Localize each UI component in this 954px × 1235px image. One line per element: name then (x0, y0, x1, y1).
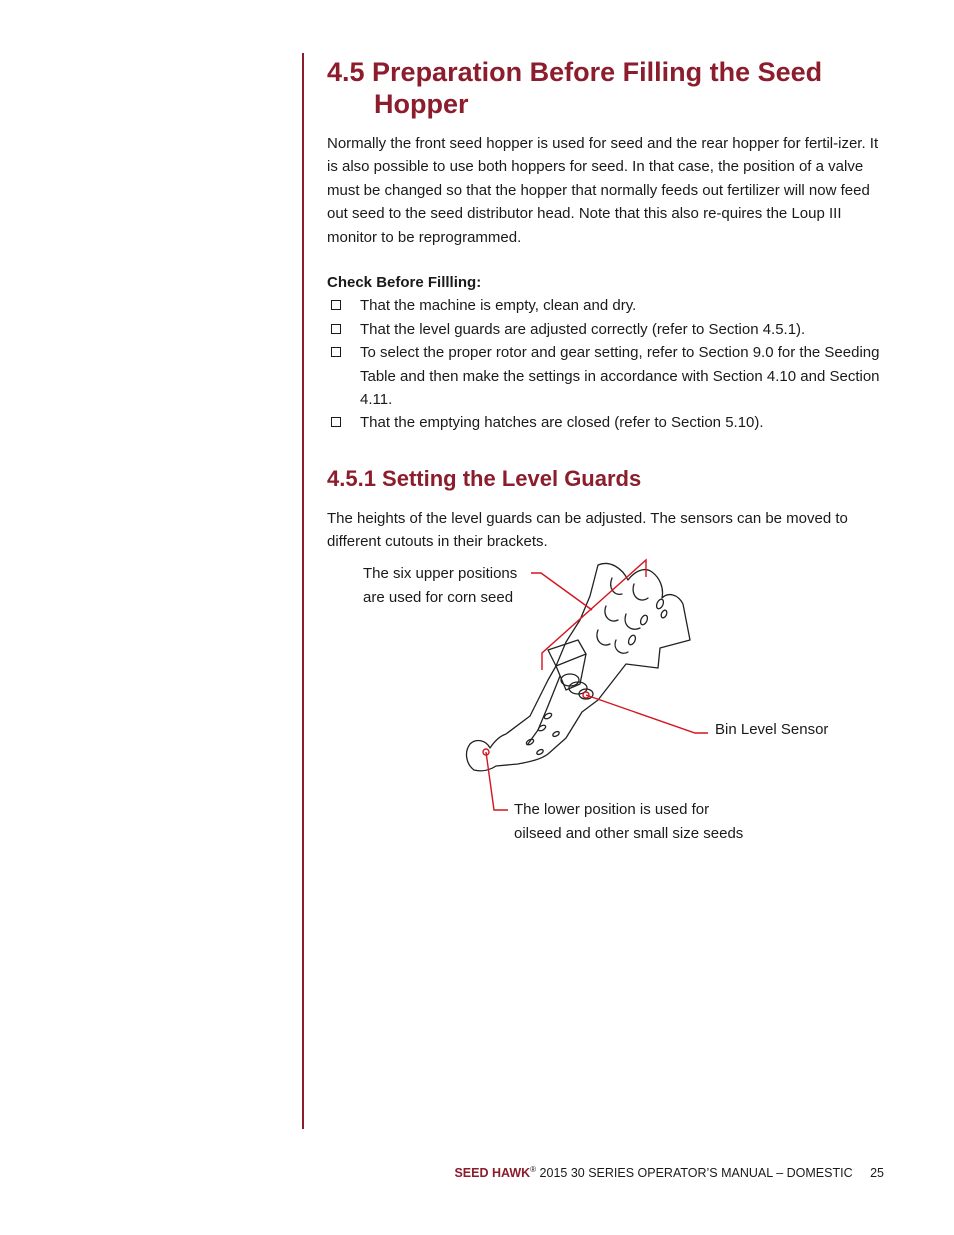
callout-dot-sensor (583, 692, 589, 698)
margin-rule (302, 53, 304, 1129)
checklist-item-text: That the machine is empty, clean and dry. (360, 297, 637, 315)
checklist-item-text: That the level guards are adjusted correctly (refer to Section 4.5.1). (360, 320, 806, 338)
callout-lines (483, 560, 708, 810)
page-footer (454, 1160, 884, 1183)
checklist-item (327, 341, 882, 411)
footer-manual-title: 2015 30 SERIES OPERATOR’S MANUAL – DOMESTIC (539, 1166, 853, 1181)
footer-brand: SEED HAWK (454, 1166, 531, 1181)
page-number: 25 (870, 1166, 884, 1181)
checklist-item (327, 318, 882, 341)
callout-line-lower (486, 752, 508, 810)
callout-bracket-upper (542, 560, 646, 670)
callout-dot-lower (483, 749, 489, 755)
label-bin-level-sensor: Bin Level Sensor (715, 721, 829, 738)
checklist (327, 294, 882, 434)
checkbox-icon (331, 417, 341, 427)
label-upper-positions-line1: The six upper positions (363, 565, 518, 582)
checklist-item-text: To select the proper rotor and gear setting, refer to Section 9.0 for the Seeding Table and then make the settings in accordance with Section 4.10 and Section 4.11. (360, 344, 880, 409)
checklist-heading: Check Before Fillling: (327, 274, 482, 292)
callout-line-upper (531, 573, 592, 610)
checkbox-icon (331, 324, 341, 334)
checklist-item (327, 294, 882, 317)
page-content (327, 56, 882, 554)
registered-mark: ® (530, 1165, 537, 1174)
subsection-title: 4.5.1 Setting the Level Guards (327, 465, 642, 491)
checkbox-icon (331, 300, 341, 310)
label-lower-position-line2: oilseed and other small size seeds (514, 825, 744, 842)
checklist-item-text: That the emptying hatches are closed (refer to Section 5.10). (360, 414, 764, 432)
label-upper-positions-line2: are used for corn seed (363, 589, 514, 606)
checkbox-icon (331, 347, 341, 357)
subsection-paragraph: The heights of the level guards can be adjusted. The sensors can be moved to different cutouts in their brackets. (327, 509, 848, 551)
checklist-item (327, 411, 882, 434)
label-lower-position-line1: The lower position is used for (514, 801, 710, 818)
section-title: 4.5 Preparation Before Filling the Seed Hopper (327, 57, 823, 119)
callout-line-sensor (586, 695, 708, 733)
intro-paragraph: Normally the front seed hopper is used for seed and the rear hopper for fertil-izer. It is also possible to use both hoppers for seed. In that case, the position of a valve must be changed so that the hopper that normally feeds out fertilizer will now feed out seed to the seed distributor head. Note that this also re-quires the Loup III monitor to be reprogrammed. (327, 135, 879, 246)
